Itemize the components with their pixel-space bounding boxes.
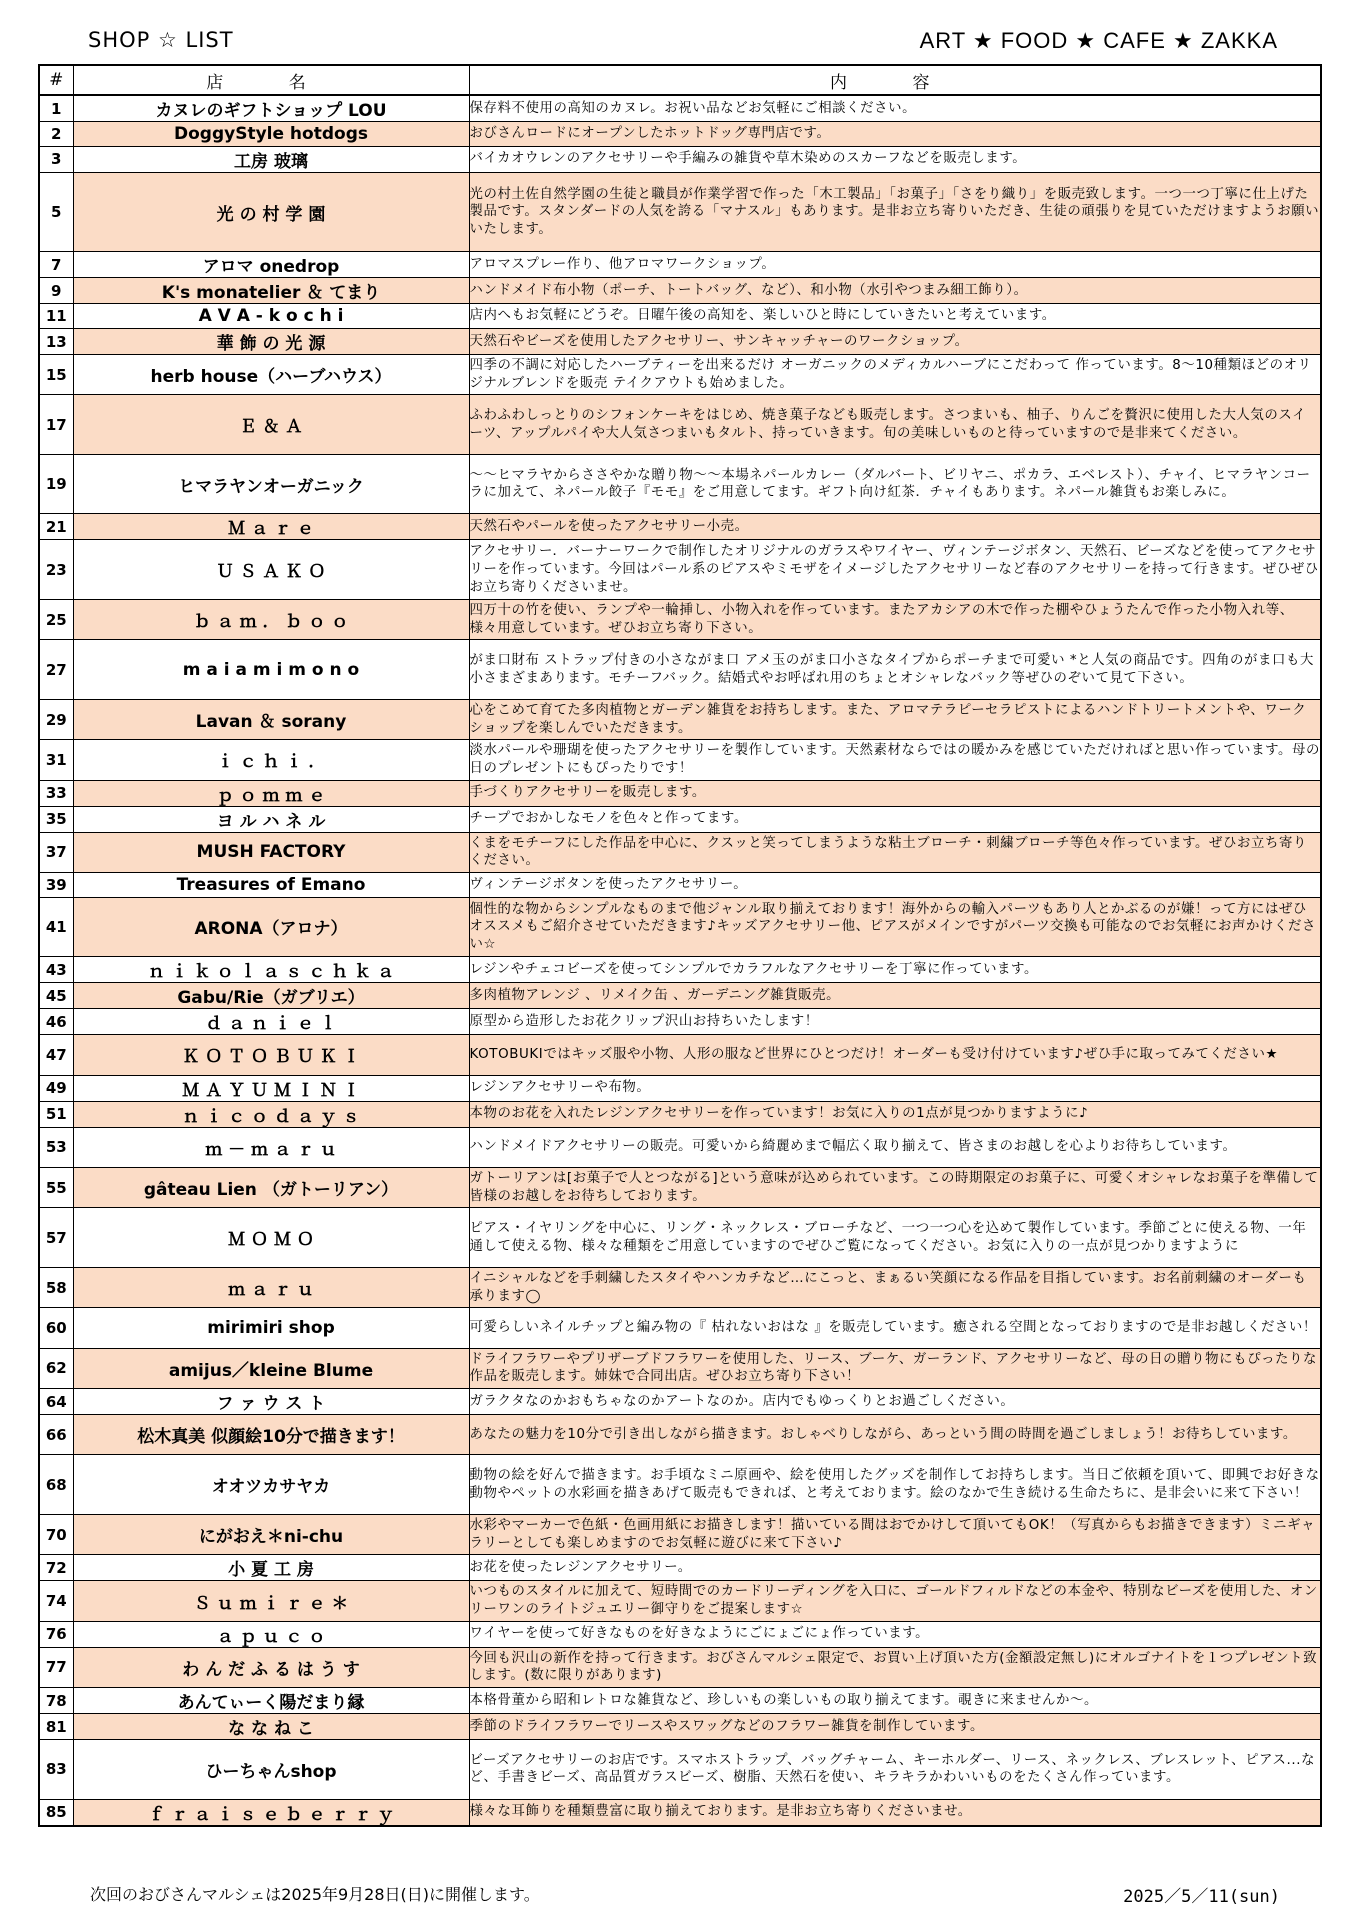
column-header-shop-name: 店 名 <box>73 65 469 95</box>
shop-name-cell: わ ん だ ふ る は う す <box>73 1647 469 1687</box>
shop-name-cell: あんてぃーく陽だまり縁 <box>73 1688 469 1714</box>
table-row <box>39 1415 1321 1455</box>
shop-name-cell: ｍ ａ ｒ ｕ <box>73 1267 469 1307</box>
shop-number-cell: 19 <box>39 454 73 514</box>
shop-name-cell: ひーちゃんshop <box>73 1740 469 1800</box>
shop-name-cell: m a i a m i m o n o <box>73 640 469 700</box>
shop-description-cell: ドライフラワーやプリザーブドフラワーを使用した、リース、ブーケ、ガーランド、アクセサリーなど、母の日の贈り物にもぴったりな作品を販売します。姉妹で合同出店。ぜひお立ち寄り下さい！ <box>469 1348 1321 1388</box>
table-row <box>39 1688 1321 1714</box>
shop-description-cell: ～～ヒマラヤからささやかな贈り物～～本場ネパールカレー（ダルバート、ビリヤニ、ポカラ、エベレスト）、チャイ、ヒマラヤンコーラに加えて、ネパール餃子『モモ』をご用意してます。ギフト向け紅茶．チャイもあります。ネパール雑貨もお楽しみに。 <box>469 454 1321 514</box>
table-body <box>39 95 1321 1826</box>
shop-name-cell: ａ ｐ ｕ ｃ ｏ <box>73 1621 469 1647</box>
table-row <box>39 897 1321 957</box>
shop-name-cell: にがおえ＊ni-chu <box>73 1514 469 1554</box>
table-row <box>39 599 1321 639</box>
shop-description-cell: 本格骨董から昭和レトロな雑貨など、珍しいもの楽しいもの取り揃えてます。覗きに来ませんか～。 <box>469 1688 1321 1714</box>
shop-description-cell: ヴィンテージボタンを使ったアクセサリー。 <box>469 873 1321 898</box>
shop-description-cell: バイカオウレンのアクセサリーや手編みの雑貨や草木染めのスカーフなどを販売します。 <box>469 146 1321 172</box>
table-row <box>39 1740 1321 1800</box>
shop-description-cell: 原型から造形したお花クリップ沢山お持ちいたします！ <box>469 1009 1321 1035</box>
shop-name-cell: ヨ ル ハ ネ ル <box>73 806 469 832</box>
category-heading: ART ★ FOOD ★ CAFE ★ ZAKKA <box>919 28 1278 53</box>
shop-number-cell: 33 <box>39 780 73 806</box>
shop-number-cell: 41 <box>39 897 73 957</box>
shop-description-cell: 今回も沢山の新作を持って行きます。おびさんマルシェ限定で、お買い上げ頂いた方(金額設定無し)にオルゴナイトを１つプレゼント致します。(数に限りがあります) <box>469 1647 1321 1687</box>
shop-description-cell: ビーズアクセサリーのお店です。スマホストラップ、バッグチャーム、キーホルダー、リース、ネックレス、ブレスレット、ピアス...など、手書きビーズ、高品質ガラスビーズ、樹脂、天然石を使い、キラキラかわいいものをたくさん作っています。 <box>469 1740 1321 1800</box>
table-row <box>39 1389 1321 1415</box>
shop-name-cell: 工房 玻璃 <box>73 146 469 172</box>
shop-number-cell: 77 <box>39 1647 73 1687</box>
table-row <box>39 304 1321 329</box>
table-row <box>39 1455 1321 1515</box>
shop-name-cell: ｎ ｉ ｃ ｏ ｄ ａ ｙ ｓ <box>73 1101 469 1127</box>
shop-number-cell: 35 <box>39 806 73 832</box>
table-row <box>39 540 1321 600</box>
shop-number-cell: 15 <box>39 355 73 395</box>
shop-description-cell: 四万十の竹を使い、ランプや一輪挿し、小物入れを作っています。またアカシアの木で作った棚やひょうたんで作った小物入れ等、様々用意しています。ぜひお立ち寄り下さい。 <box>469 599 1321 639</box>
shop-description-cell: 保存料不使用の高知のカヌレ。お祝い品などお気軽にご相談ください。 <box>469 95 1321 122</box>
table-row <box>39 1514 1321 1554</box>
shop-number-cell: 74 <box>39 1581 73 1621</box>
shop-name-cell: ｆ ｒ ａ ｉ ｓ ｅ ｂ ｅ ｒ ｒ ｙ <box>73 1799 469 1826</box>
shop-description-cell: 水彩やマーカーで色紙・色画用紙にお描きします！描いている間はおでかけして頂いてもOK！（写真からもお描きできます）ミニギャラリーとしても楽しめますのでお気軽に遊びに来て下さい♪ <box>469 1514 1321 1554</box>
table-row <box>39 1101 1321 1127</box>
shop-description-cell: ワイヤーを使って好きなものを好きなようにごにょごにょ作っています。 <box>469 1621 1321 1647</box>
shop-description-cell: がま口財布 ストラップ付きの小さながま口 アメ玉のがま口小さなタイプからポーチまで可愛い *と人気の商品です。四角のがま口も大小さまざまあります。モチーフバック。結婚式やお呼ばれ用のちょとオシャレなバック等ぜひのぞいて見て下さい。 <box>469 640 1321 700</box>
shop-description-cell: 心をこめて育てた多肉植物とガーデン雑貨をお持ちします。また、アロマテラピーセラピストによるハンドトリートメントや、ワークショップを楽しんでいただきます。 <box>469 699 1321 739</box>
table-row <box>39 146 1321 172</box>
shop-name-cell: Ｋ Ｏ Ｔ Ｏ Ｂ Ｕ Ｋ Ｉ <box>73 1035 469 1075</box>
shop-number-cell: 29 <box>39 699 73 739</box>
shop-name-cell: な な ね こ <box>73 1714 469 1740</box>
table-row <box>39 278 1321 304</box>
table-row <box>39 832 1321 872</box>
shop-number-cell: 27 <box>39 640 73 700</box>
table-row <box>39 1714 1321 1740</box>
table-row <box>39 740 1321 780</box>
table-row <box>39 1267 1321 1307</box>
table-row <box>39 95 1321 122</box>
shop-description-cell: おびさんロードにオープンしたホットドッグ専門店です。 <box>469 122 1321 147</box>
table-row <box>39 395 1321 455</box>
table-row <box>39 1647 1321 1687</box>
shop-number-cell: 51 <box>39 1101 73 1127</box>
table-row <box>39 1167 1321 1207</box>
table-header-row <box>39 65 1321 95</box>
shop-number-cell: 7 <box>39 252 73 278</box>
shop-name-cell: Ｓ ｕ ｍ ｉ ｒ ｅ ＊ <box>73 1581 469 1621</box>
list-title: SHOP ☆ LIST <box>88 28 234 52</box>
table-row <box>39 1035 1321 1075</box>
shop-number-cell: 58 <box>39 1267 73 1307</box>
shop-name-cell: ｄ ａ ｎ ｉ ｅ ｌ <box>73 1009 469 1035</box>
shop-name-cell: gâteau Lien （ガトーリアン） <box>73 1167 469 1207</box>
shop-description-cell: アロマスプレー作り、他アロマワークショップ。 <box>469 252 1321 278</box>
shop-description-cell: 季節のドライフラワーでリースやスワッグなどのフラワー雑貨を制作しています。 <box>469 1714 1321 1740</box>
shop-number-cell: 5 <box>39 172 73 252</box>
shop-number-cell: 70 <box>39 1514 73 1554</box>
shop-number-cell: 78 <box>39 1688 73 1714</box>
shop-description-cell: 可愛らしいネイルチップと編み物の『 枯れないおはな 』を販売しています。癒される空間となっておりますので是非お越しください！ <box>469 1308 1321 1348</box>
shop-name-cell: オオツカサヤカ <box>73 1455 469 1515</box>
shop-number-cell: 64 <box>39 1389 73 1415</box>
table-row <box>39 1308 1321 1348</box>
shop-description-cell: いつものスタイルに加えて、短時間でのカードリーディングを入口に、ゴールドフィルドなどの本金や、特別なビーズを使用した、オンリーワンのライトジュエリー御守りをご提案します☆ <box>469 1581 1321 1621</box>
shop-name-cell: Ｍ ａ ｒ ｅ <box>73 514 469 540</box>
shop-name-cell: Ｍ Ａ Ｙ Ｕ Ｍ Ｉ Ｎ Ｉ <box>73 1075 469 1101</box>
table-row <box>39 640 1321 700</box>
table-row <box>39 983 1321 1009</box>
shop-description-cell: チープでおかしなモノを色々と作ってます。 <box>469 806 1321 832</box>
shop-number-cell: 47 <box>39 1035 73 1075</box>
shop-name-cell: 小 夏 工 房 <box>73 1555 469 1581</box>
table-row <box>39 1009 1321 1035</box>
shop-number-cell: 53 <box>39 1127 73 1167</box>
shop-number-cell: 46 <box>39 1009 73 1035</box>
shop-number-cell: 83 <box>39 1740 73 1800</box>
shop-name-cell: 光 の 村 学 園 <box>73 172 469 252</box>
shop-number-cell: 21 <box>39 514 73 540</box>
table-row <box>39 252 1321 278</box>
shop-description-cell: 本物のお花を入れたレジンアクセサリーを作っています！お気に入りの1点が見つかりますように♪ <box>469 1101 1321 1127</box>
table-row <box>39 1621 1321 1647</box>
shop-number-cell: 45 <box>39 983 73 1009</box>
shop-name-cell: ARONA（アロナ） <box>73 897 469 957</box>
shop-name-cell: アロマ onedrop <box>73 252 469 278</box>
shop-name-cell: 松木真美 似顔絵10分で描きます！ <box>73 1415 469 1455</box>
shop-number-cell: 81 <box>39 1714 73 1740</box>
table-row <box>39 1075 1321 1101</box>
shop-name-cell: Lavan ＆ sorany <box>73 699 469 739</box>
column-header-description: 内 容 <box>469 65 1321 95</box>
table-row <box>39 514 1321 540</box>
shop-name-cell: mirimiri shop <box>73 1308 469 1348</box>
shop-number-cell: 39 <box>39 873 73 898</box>
shop-description-cell: お花を使ったレジンアクセサリー。 <box>469 1555 1321 1581</box>
shop-number-cell: 72 <box>39 1555 73 1581</box>
shop-number-cell: 3 <box>39 146 73 172</box>
shop-number-cell: 76 <box>39 1621 73 1647</box>
shop-name-cell: MUSH FACTORY <box>73 832 469 872</box>
shop-description-cell: あなたの魅力を10分で引き出しながら描きます。おしゃべりしながら、あっという間の時間を過ごしましょう！お待ちしています。 <box>469 1415 1321 1455</box>
shop-description-cell: ピアス・イヤリングを中心に、リング・ネックレス・ブローチなど、一つ一つ心を込めて製作しています。季節ごとに使える物、一年通して使える物、様々な種類をご用意していますのでぜひご覧になってください。お気に入りの一点が見つかりますように <box>469 1208 1321 1268</box>
shop-name-cell: K's monatelier ＆ てまり <box>73 278 469 304</box>
shop-name-cell: ｐ ｏ ｍ ｍ ｅ <box>73 780 469 806</box>
shop-name-cell: Ｍ Ｏ Ｍ Ｏ <box>73 1208 469 1268</box>
shop-number-cell: 1 <box>39 95 73 122</box>
shop-name-cell: ヒマラヤンオーガニック <box>73 454 469 514</box>
shop-table <box>38 64 1322 1827</box>
list-date: 2025／5／11(sun) <box>1123 1887 1280 1907</box>
shop-description-cell: 動物の絵を好んで描きます。お手頃なミニ原画や、絵を使用したグッズを制作してお持ちします。当日ご依頼を頂いて、即興でお好きな動物やペットの水彩画を描きあげて販売もできれば、と考えております。絵のなかで生き続ける生命たちに、是非会いに来て下さい！ <box>469 1455 1321 1515</box>
shop-number-cell: 11 <box>39 304 73 329</box>
table-row <box>39 122 1321 147</box>
shop-name-cell: herb house（ハーブハウス） <box>73 355 469 395</box>
shop-name-cell: Treasures of Emano <box>73 873 469 898</box>
shop-name-cell: amijus／kleine Blume <box>73 1348 469 1388</box>
shop-description-cell: 淡水パールや珊瑚を使ったアクセサリーを製作しています。天然素材ならではの暖かみを感じていただければと思い作っています。母の日のプレゼントにもぴったりです！ <box>469 740 1321 780</box>
table-row <box>39 806 1321 832</box>
table-row <box>39 699 1321 739</box>
shop-number-cell: 13 <box>39 329 73 355</box>
shop-description-cell: 個性的な物からシンプルなものまで他ジャンル取り揃えております！海外からの輸入パーツもあり人とかぶるのが嫌！って方にはぜひオススメもご紹介させていただきます♪キッズアクセサリー他、ピアスがメインですがパーツ交換も可能なのでお気軽にお声かけください☆ <box>469 897 1321 957</box>
shop-number-cell: 66 <box>39 1415 73 1455</box>
shop-name-cell: ｍ － ｍ ａ ｒ ｕ <box>73 1127 469 1167</box>
shop-number-cell: 62 <box>39 1348 73 1388</box>
shop-number-cell: 49 <box>39 1075 73 1101</box>
next-event-note: 次回のおびさんマルシェは2025年9月28日(日)に開催します。 <box>90 1885 540 1904</box>
table-row <box>39 1208 1321 1268</box>
shop-description-cell: 多肉植物アレンジ 、リメイク缶 、ガーデニング雑貨販売。 <box>469 983 1321 1009</box>
table-row <box>39 780 1321 806</box>
shop-name-cell: ｂ ａ ｍ ． ｂ ｏ ｏ <box>73 599 469 639</box>
table-row <box>39 957 1321 983</box>
shop-description-cell: 手づくりアクセサリーを販売します。 <box>469 780 1321 806</box>
shop-name-cell: ｉ ｃ ｈ ｉ ． <box>73 740 469 780</box>
shop-name-cell: ｎ ｉ ｋ ｏ ｌ ａ ｓ ｃ ｈ ｋ ａ <box>73 957 469 983</box>
shop-number-cell: 37 <box>39 832 73 872</box>
shop-number-cell: 57 <box>39 1208 73 1268</box>
table-row <box>39 1799 1321 1826</box>
shop-description-cell: ハンドメイド布小物（ポーチ、トートバッグ、など）、和小物（水引やつまみ細工飾り）。 <box>469 278 1321 304</box>
shop-name-cell: A V A - k o c h i <box>73 304 469 329</box>
shop-name-cell: Ｅ ＆ Ａ <box>73 395 469 455</box>
shop-name-cell: フ ァ ウ ス ト <box>73 1389 469 1415</box>
shop-number-cell: 43 <box>39 957 73 983</box>
shop-description-cell: 四季の不調に対応したハーブティーを出来るだけ オーガニックのメディカルハーブにこだわって 作っています。8～10種類ほどのオリジナルブレンドを販売 テイクアウトも始めました。 <box>469 355 1321 395</box>
shop-description-cell: 様々な耳飾りを種類豊富に取り揃えております。是非お立ち寄りくださいませ。 <box>469 1799 1321 1826</box>
shop-name-cell: Ｕ Ｓ Ａ Ｋ Ｏ <box>73 540 469 600</box>
shop-description-cell: ガトーリアンは[お菓子で人とつながる]という意味が込められています。この時期限定のお菓子に、可愛くオシャレなお菓子を準備して皆様のお越しをお待ちしております。 <box>469 1167 1321 1207</box>
table-row <box>39 172 1321 252</box>
shop-number-cell: 55 <box>39 1167 73 1207</box>
shop-description-cell: 店内へもお気軽にどうぞ。日曜午後の高知を、楽しいひと時にしていきたいと考えています。 <box>469 304 1321 329</box>
column-header-number: # <box>39 65 73 95</box>
shop-number-cell: 17 <box>39 395 73 455</box>
table-row <box>39 873 1321 898</box>
table-row <box>39 1555 1321 1581</box>
shop-description-cell: ふわふわしっとりのシフォンケーキをはじめ、焼き菓子なども販売します。さつまいも、柚子、りんごを贅沢に使用した大人気のスイーツ、アップルパイや大人気さつまいもタルト、持っていきます。旬の美味しいものと待っていますので是非来てください。 <box>469 395 1321 455</box>
shop-description-cell: 天然石やビーズを使用したアクセサリー、サンキャッチャーのワークショップ。 <box>469 329 1321 355</box>
shop-description-cell: ガラクタなのかおもちゃなのかアートなのか。店内でもゆっくりとお過ごしください。 <box>469 1389 1321 1415</box>
table-row <box>39 1581 1321 1621</box>
shop-name-cell: DoggyStyle hotdogs <box>73 122 469 147</box>
shop-number-cell: 31 <box>39 740 73 780</box>
shop-number-cell: 23 <box>39 540 73 600</box>
shop-description-cell: レジンやチェコビーズを使ってシンプルでカラフルなアクセサリーを丁寧に作っています。 <box>469 957 1321 983</box>
shop-description-cell: KOTOBUKIではキッズ服や小物、人形の服など世界にひとつだけ！オーダーも受け付けています♪ぜひ手に取ってみてください★ <box>469 1035 1321 1075</box>
shop-description-cell: 天然石やパールを使ったアクセサリー小売。 <box>469 514 1321 540</box>
shop-name-cell: 華 飾 の 光 源 <box>73 329 469 355</box>
shop-description-cell: くまをモチーフにした作品を中心に、クスッと笑ってしまうような粘土ブローチ・刺繍ブローチ等色々作っています。ぜひお立ち寄りください。 <box>469 832 1321 872</box>
shop-number-cell: 85 <box>39 1799 73 1826</box>
shop-number-cell: 2 <box>39 122 73 147</box>
shop-number-cell: 9 <box>39 278 73 304</box>
table-row <box>39 329 1321 355</box>
shop-description-cell: 光の村土佐自然学園の生徒と職員が作業学習で作った「木工製品」「お菓子」「さをり織り」を販売致します。一つ一つ丁寧に仕上げた製品です。スタンダードの人気を誇る「マナスル」もあります。是非お立ち寄りいただき、生徒の頑張りを見ていただけますようお願いいたします。 <box>469 172 1321 252</box>
shop-number-cell: 68 <box>39 1455 73 1515</box>
table-row <box>39 454 1321 514</box>
shop-number-cell: 25 <box>39 599 73 639</box>
shop-number-cell: 60 <box>39 1308 73 1348</box>
shop-name-cell: カヌレのギフトショップ LOU <box>73 95 469 122</box>
table-row <box>39 1348 1321 1388</box>
shop-description-cell: ハンドメイドアクセサリーの販売。可愛いから綺麗めまで幅広く取り揃えて、皆さまのお越しを心よりお待ちしています。 <box>469 1127 1321 1167</box>
shop-name-cell: Gabu/Rie（ガブリエ） <box>73 983 469 1009</box>
shop-description-cell: アクセサリー．バーナーワークで制作したオリジナルのガラスやワイヤー、ヴィンテージボタン、天然石、ビーズなどを使ってアクセサリーを作っています。今回はパール系のピアスやミモザをイメージしたアクセサリーなど春のアクセサリーを持って行きます。ぜひぜひお立ち寄りくださいませ。 <box>469 540 1321 600</box>
table-row <box>39 355 1321 395</box>
table-row <box>39 1127 1321 1167</box>
shop-description-cell: イニシャルなどを手刺繍したスタイやハンカチなど…にこっと、まぁるい笑顔になる作品を目指しています。お名前刺繍のオーダーも承ります◯ <box>469 1267 1321 1307</box>
shop-description-cell: レジンアクセサリーや布物。 <box>469 1075 1321 1101</box>
